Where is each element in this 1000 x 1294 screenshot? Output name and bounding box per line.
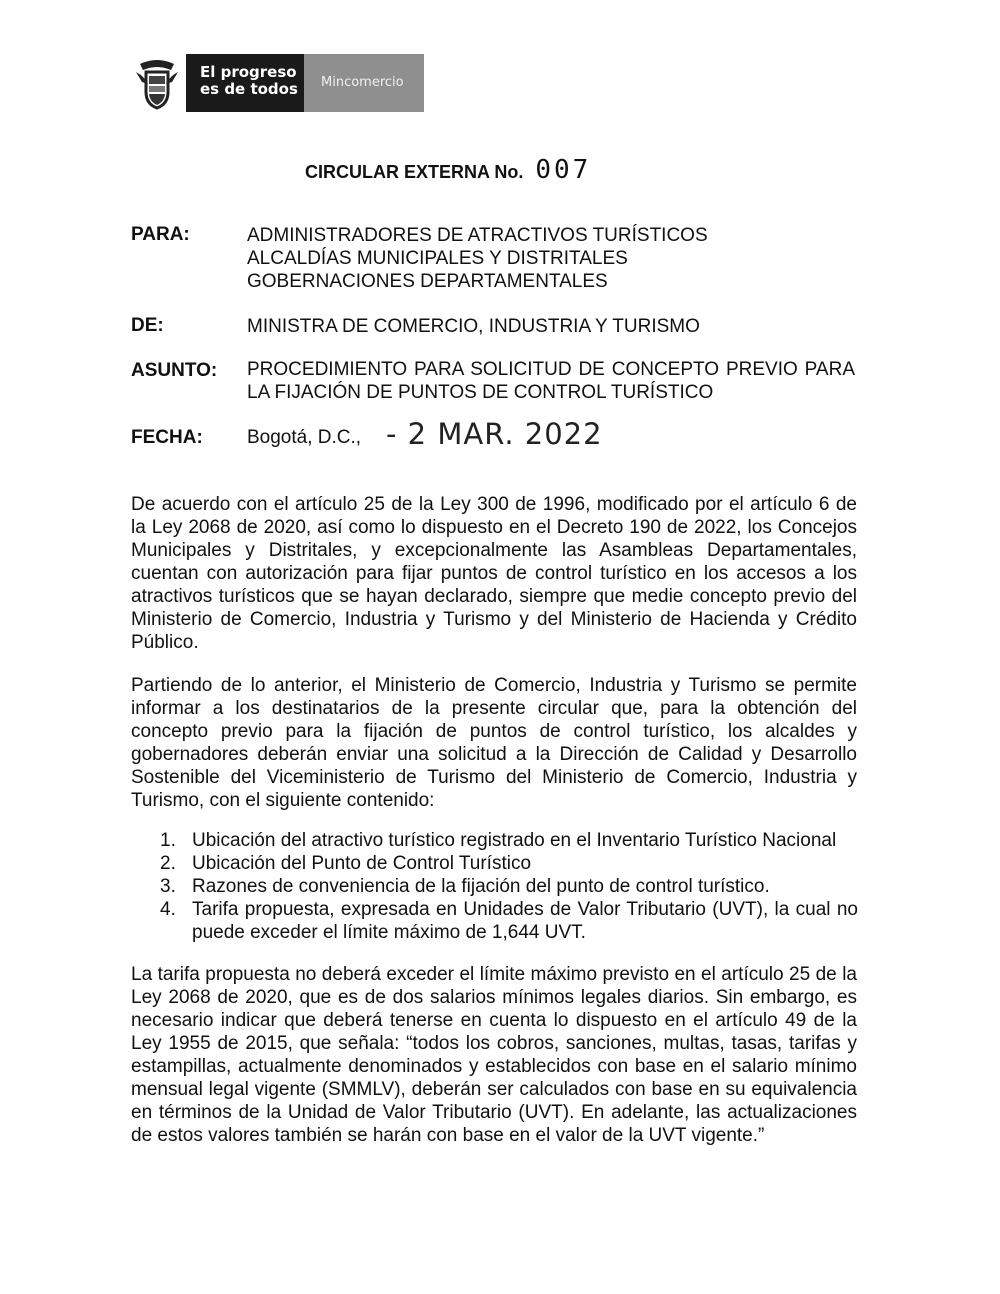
body-paragraph-2: Partiendo de lo anterior, el Ministerio de Comercio, Industria y Turismo se permite informar a los destinatarios de la presente circular que, para la obtención del concepto previo para la fijación de puntos de control turístico, los alcaldes y gobernadores deberán enviar una solicitud a la Dirección de Calidad y Desarrollo Sostenible del Viceministerio de Turismo del Ministerio de Comercio, Industria y Turismo, con el siguiente contenido: xyxy=(131,675,857,811)
list-item-text: Ubicación del Punto de Control Turístico xyxy=(192,853,532,874)
list-item xyxy=(160,898,858,944)
document-title xyxy=(305,155,591,185)
document-number: 007 xyxy=(535,155,592,185)
ministry-logo xyxy=(186,54,424,112)
logo-slogan-line1: El progreso xyxy=(200,63,297,81)
fecha-city: Bogotá, D.C., xyxy=(247,427,362,448)
list-item xyxy=(160,829,858,852)
para-line-3: GOBERNACIONES DEPARTAMENTALES xyxy=(247,271,608,292)
list-item-text: Razones de conveniencia de la fijación del punto de control turístico. xyxy=(192,876,770,897)
list-item xyxy=(160,852,858,875)
asunto-label: ASUNTO: xyxy=(131,360,218,381)
list-item-text: Ubicación del atractivo turístico registrado en el Inventario Turístico Nacional xyxy=(192,830,837,851)
para-line-1: ADMINISTRADORES DE ATRACTIVOS TURÍSTICOS xyxy=(247,225,708,246)
list-item-number: 3. xyxy=(160,876,176,897)
list-item-number: 4. xyxy=(160,899,176,920)
date-stamp: - 2 MAR. 2022 xyxy=(386,417,603,451)
list-item-number: 2. xyxy=(160,853,176,874)
asunto-value: PROCEDIMIENTO PARA SOLICITUD DE CONCEPTO PREVIO PARA LA FIJACIÓN DE PUNTOS DE CONTROL TURÍSTICO xyxy=(247,359,855,403)
list-item-text: Tarifa propuesta, expresada en Unidades de Valor Tributario (UVT), la cual no puede exceder el límite máximo de 1,644 UVT. xyxy=(192,899,858,943)
para-label: PARA: xyxy=(131,224,190,245)
fecha-label: FECHA: xyxy=(131,427,203,448)
document-title-label: CIRCULAR EXTERNA No. xyxy=(305,162,524,182)
de-value: MINISTRA DE COMERCIO, INDUSTRIA Y TURISMO xyxy=(247,316,700,337)
body-paragraph-1: De acuerdo con el artículo 25 de la Ley 300 de 1996, modificado por el artículo 6 de la Ley 2068 de 2020, así como lo dispuesto en el Decreto 190 de 2022, los Concejos Municipales y Distritales, y excepcionalmente las Asambleas Departamentales, cuentan con autorización para fijar puntos de control turístico en los accesos a los atractivos turísticos que se hayan declarado, siempre que medie concepto previo del Ministerio de Comercio, Industria y Turismo y del Ministerio de Hacienda y Crédito Público. xyxy=(131,494,857,653)
de-label: DE: xyxy=(131,315,164,336)
para-line-2: ALCALDÍAS MUNICIPALES Y DISTRITALES xyxy=(247,248,628,269)
body-paragraph-3: La tarifa propuesta no deberá exceder el límite máximo previsto en el artículo 25 de la Ley 2068 de 2020, que es de dos salarios mínimos legales diarios. Sin embargo, es necesario indicar que deberá tenerse en cuenta lo dispuesto en el artículo 49 de la Ley 1955 de 2015, que señala: “todos los cobros, sanciones, multas, tasas, tarifas y estampillas, actualmente denominados y establecidos con base en el salario mínimo mensual legal vigente (SMMLV), deberán ser calculados con base en su equivalencia en términos de la Unidad de Valor Tributario (UVT). En adelante, las actualizaciones de estos valores también se harán con base en el valor de la UVT vigente.” xyxy=(131,964,857,1146)
list-item-number: 1. xyxy=(160,830,176,851)
logo-ministry-name: Mincomercio xyxy=(321,75,404,90)
coat-of-arms-icon xyxy=(134,58,180,112)
list-item xyxy=(160,875,858,898)
logo-slogan-line2: es de todos xyxy=(200,80,298,98)
requirements-list xyxy=(160,829,858,944)
